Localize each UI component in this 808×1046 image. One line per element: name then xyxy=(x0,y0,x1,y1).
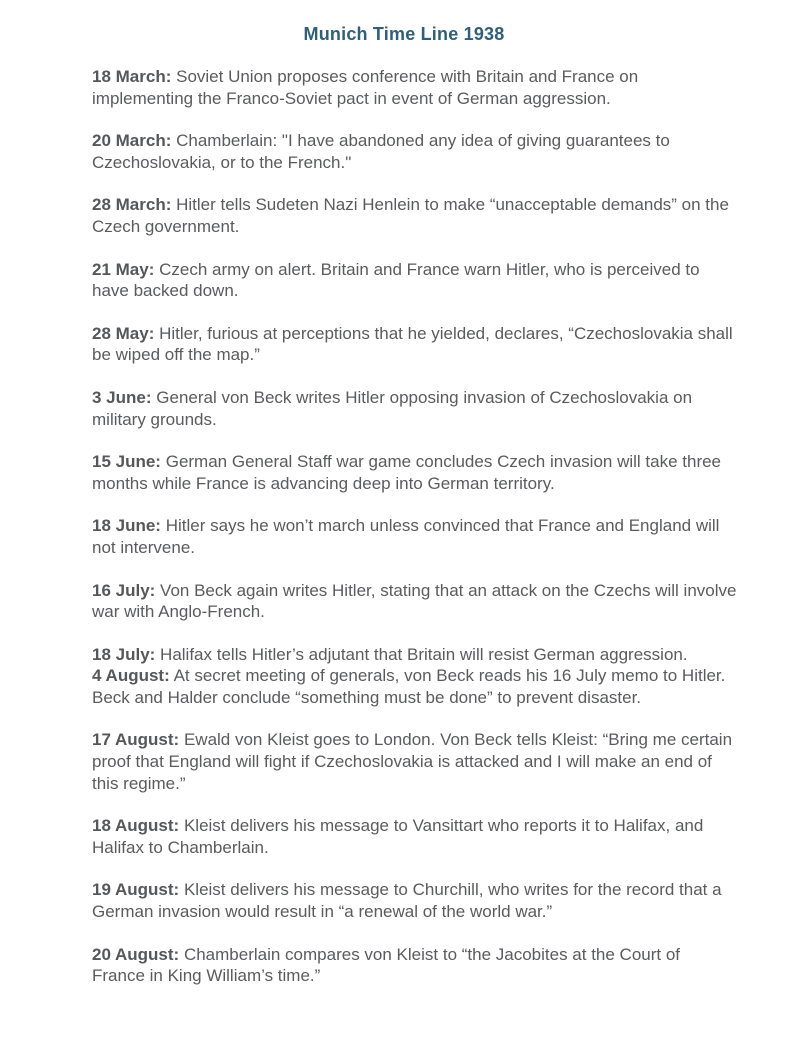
entry-date: 28 March: xyxy=(92,195,172,215)
entry-date: 17 August: xyxy=(92,730,180,750)
entry-date: 18 June: xyxy=(92,516,161,536)
entry-date: 21 May: xyxy=(92,259,155,279)
timeline-entry-16-july xyxy=(92,580,737,623)
entry-date: 15 June: xyxy=(92,452,161,472)
entry-text: Hitler, furious at perceptions that he yielded, declares, “Czechoslovakia shall be wiped off the map.” xyxy=(92,323,733,365)
entry-date: 19 August: xyxy=(92,880,180,900)
entry-text: Ewald von Kleist goes to London. Von Beck tells Kleist: “Bring me certain proof that England will fight if Czechoslovakia is attacked and I will make an end of this regime.” xyxy=(92,730,733,793)
timeline-entry-4-august xyxy=(92,665,737,708)
timeline-content xyxy=(92,66,737,987)
timeline-entry-17-august xyxy=(92,729,737,794)
timeline-entry-3-june xyxy=(92,387,737,430)
entry-date: 20 August: xyxy=(92,944,180,964)
entry-text: Hitler tells Sudeten Nazi Henlein to make “unacceptable demands” on the Czech government. xyxy=(92,195,729,236)
timeline-entry-18-march xyxy=(92,66,737,109)
entry-text: Chamberlain compares von Kleist to “the Jacobites at the Court of France in King William’s time.” xyxy=(92,944,681,986)
timeline-entry-21-may xyxy=(92,259,737,302)
entry-text: Czech army on alert. Britain and France warn Hitler, who is perceived to have backed down. xyxy=(92,259,700,301)
timeline-entry-18-august xyxy=(92,815,737,858)
entry-text: Hitler says he won’t march unless convinced that France and England will not intervene. xyxy=(92,516,720,557)
entry-date: 28 May: xyxy=(92,323,155,343)
entry-text: At secret meeting of generals, von Beck reads his 16 July memo to Hitler. Beck and Halder conclude “something must be done” to prevent disaster. xyxy=(92,666,726,707)
entry-date: 4 August: xyxy=(92,666,170,686)
entry-date: 20 March: xyxy=(92,131,172,151)
entry-text: Von Beck again writes Hitler, stating that an attack on the Czechs will involve war with Anglo-French. xyxy=(92,580,737,622)
entry-date: 16 July: xyxy=(92,580,156,600)
entry-text: Chamberlain: "I have abandoned any idea of giving guarantees to Czechoslovakia, or to the French." xyxy=(92,131,670,172)
timeline-entry-20-march xyxy=(92,130,737,173)
timeline-entry-28-march xyxy=(92,194,737,237)
entry-text: Kleist delivers his message to Vansittart who reports it to Halifax, and Halifax to Chamberlain. xyxy=(92,816,704,857)
entry-date: 18 July: xyxy=(92,644,156,664)
timeline-entry-15-june xyxy=(92,451,737,494)
entry-text: German General Staff war game concludes Czech invasion will take three months while France is advancing deep into German territory. xyxy=(92,452,722,493)
entry-date: 3 June: xyxy=(92,387,152,407)
timeline-entry-18-july xyxy=(92,644,737,666)
timeline-entry-28-may xyxy=(92,323,737,366)
entry-date: 18 March: xyxy=(92,67,172,86)
timeline-entry-19-august xyxy=(92,879,737,922)
entry-text: Halifax tells Hitler’s adjutant that Britain will resist German aggression. xyxy=(160,644,688,664)
entry-text: Kleist delivers his message to Churchill, who writes for the record that a German invasion would result in “a renewal of the world war.” xyxy=(92,880,722,922)
page-title: Munich Time Line 1938 xyxy=(303,24,505,44)
timeline-entry-20-august xyxy=(92,944,737,987)
timeline-entry-18-june xyxy=(92,515,737,558)
entry-text: General von Beck writes Hitler opposing invasion of Czechoslovakia on military grounds. xyxy=(92,387,693,429)
entry-date: 18 August: xyxy=(92,816,180,836)
entry-text: Soviet Union proposes conference with Britain and France on implementing the Franco-Soviet pact in event of German aggression. xyxy=(92,67,639,108)
